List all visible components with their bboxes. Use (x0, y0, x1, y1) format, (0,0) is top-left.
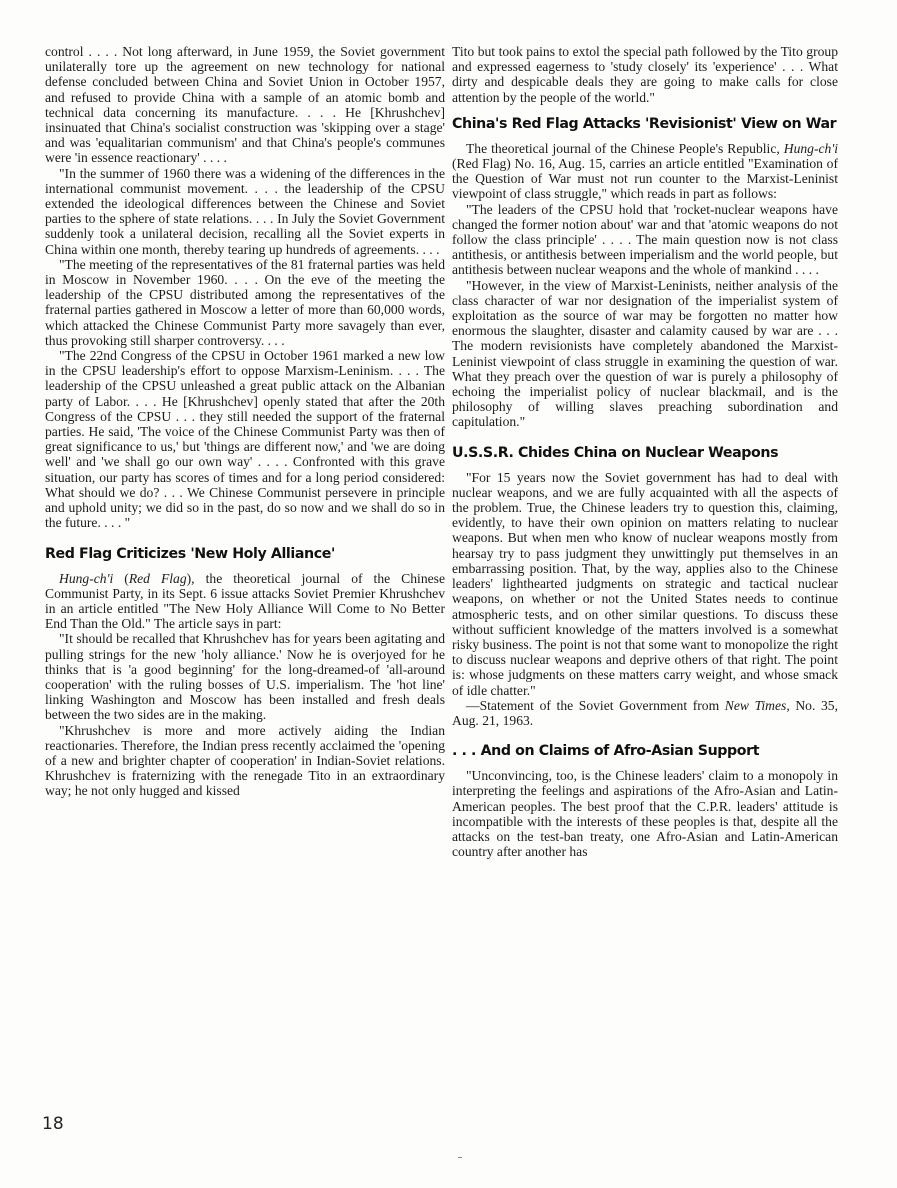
journal-title: New Times (724, 697, 787, 713)
section-heading: . . . And on Claims of Afro-Asian Support (452, 743, 760, 760)
section-heading: U.S.S.R. Chides China on Nuclear Weapons (452, 444, 779, 461)
paragraph: "The 22nd Congress of the CPSU in October 1961 marked a new low in the CPSU leadership's effort to oppose Marxism-Leninism. . . . The leadership of the CPSU unleashed a great public attack on the Albanian party of Labor. . . . He [Khrushchev] openly stated that after the 20th Congress of the CPSU . . . they still needed the support of the fraternal parties. He said, 'The voice of the Chinese Communist Party was then of great significance to us,' but 'things are different now,' and 'we are doing well' and 'we shall go our own way' . . . . Confronted with this grave situation, our party has scores of times and for a long period considered: What should we do? . . . We Chinese Communist persevere in principle and uphold unity; we did so in the past, do so now and we shall do so in the future. . . . " (45, 348, 445, 531)
page-number: 18 (42, 1114, 64, 1134)
text-run: , No. 35, Aug. 21, 1963. (452, 697, 838, 728)
paragraph: "Khrushchev is more and more actively aiding the Indian reactionaries. Therefore, the Indian press recently acclaimed the 'opening of a new and brighter chapter of cooperation' in Indian-Soviet relations. Khrushchev is fraternizing with the renegade Tito in an extraordinary way; he not only hugged and kissed (45, 722, 445, 799)
journal-title: Hung-ch'i (783, 140, 838, 156)
paragraph: "In the summer of 1960 there was a widening of the differences in the international communist movement. . . . the leadership of the CPSU extended the ideological differences between the Chinese and Soviet parties to the sphere of state relations. . . . In July the Soviet Government suddenly took a unilateral decision, recalling all the Soviet experts in China within one month, thereby tearing up hundreds of agreements. . . . (45, 165, 445, 257)
journal-title-translation: Red Flag (128, 570, 187, 586)
section-heading: Red Flag Criticizes 'New Holy Alliance' (45, 545, 335, 562)
paragraph: "It should be recalled that Khrushchev has for years been agitating and pulling strings for the new 'holy alliance.' Now he is overjoyed for he thinks that is 'a good beginning' for the long-dreamed-of 'all-around cooperation' with the ruling bosses of U.S. imperialism. The 'hot line' linking Washington and Moscow has been installed and fresh deals between the two sides are in the making. (45, 631, 445, 723)
right-column (452, 44, 838, 859)
paragraph (452, 141, 838, 202)
paragraph: Tito but took pains to extol the special path followed by the Tito group and expressed eagerness to 'study closely' its 'experience' . . . What dirty and despicable deals they are going to make calls for close attention by the people of the world." (452, 44, 838, 105)
text-run: ), the theoretical journal of the Chinese Communist Party, in its Sept. 6 issue attacks Soviet Premier Khrushchev in an article entitled "The New Holy Alliance Will Come to No Better End Than the Old." The article says in part: (45, 570, 445, 632)
paragraph (45, 571, 445, 632)
journal-title: Hung-ch'i (59, 570, 114, 586)
paragraph: "For 15 years now the Soviet government has had to deal with nuclear weapons, and we are fully acquainted with all the aspects of the problem. True, the Chinese leaders try to question this, claiming, evidently, to have their own opinion on matters relating to nuclear weapons. But when men who know of nuclear weapons mostly from hearsay try to pass judgment they unwittingly put themselves in an embarrassing position. That, by the way, applies also to the Chinese leaders' lighthearted judgments on strategic and tactical nuclear weapons, on whether or not the United States needs to continue atmospheric tests, and on other similar questions. To discuss these without sufficient knowledge of the matters involved is a somewhat risky business. The point is not that some want to monopolize the right to discuss nuclear weapons and deprive others of that right. The point is: whose judgments on these matters carry weight, and whose smack of idle chatter." (452, 469, 838, 698)
section-heading: China's Red Flag Attacks 'Revisionist' View on War (452, 115, 837, 132)
paragraph: "The leaders of the CPSU hold that 'rocket-nuclear weapons have changed the former notion about' war and that 'atomic weapons do not follow the class principle' . . . . The main question now is not class antithesis, or antithesis between imperialism and the world people, but antithesis between nuclear weapons and the whole of mankind . . . . (452, 201, 838, 278)
paragraph: "However, in the view of Marxist-Leninists, neither analysis of the class character of war nor designation of the imperialist system of exploitation as the source of war may be forgotten no matter how enormous the slaughter, disaster and calamity caused by war are . . . The modern revisionists have completely abandoned the Marxist-Leninist viewpoint of class struggle in examining the question of war. What they preach over the question of war is purely a philosophy of echoing the imperialist policy of nuclear blackmail, and is the philosophy of willing slaves preaching subordination and capitulation." (452, 277, 838, 430)
scan-mark (458, 1157, 462, 1158)
left-column (45, 44, 445, 799)
paragraph: control . . . . Not long afterward, in June 1959, the Soviet government unilaterally tore up the agreement on new technology for national defense concluded between China and Soviet Union in October 1957, and refused to provide China with a sample of an atomic bomb and technical data concerning its manufacture. . . . He [Khrushchev] insinuated that China's socialist construction was 'skipping over a stage' and was 'equalitarian communism' and that China's people's communes were 'in essence reactionary' . . . . (45, 44, 445, 166)
text-run: The theoretical journal of the Chinese People's Republic, (466, 140, 784, 156)
source-citation (452, 698, 838, 728)
text-run: —Statement of the Soviet Government from (466, 697, 725, 713)
text-run: ( (113, 570, 129, 586)
text-run: (Red Flag) No. 16, Aug. 15, carries an article entitled "Examination of the Question of War must not run counter to the Marxist-Leninist viewpoint of class struggle," which reads in part as follows: (452, 156, 838, 202)
paragraph: "The meeting of the representatives of the 81 fraternal parties was held in Moscow in November 1960. . . . On the eve of the meeting the leadership of the CPSU distributed among the representatives of the fraternal parties gathered in Moscow a letter of more than 60,000 words, which attacked the Chinese Communist Party more savagely than ever, thus provoking still sharper controversy. . . . (45, 256, 445, 348)
paragraph: "Unconvincing, too, is the Chinese leaders' claim to a monopoly in interpreting the feelings and aspirations of the Afro-Asian and Latin-American peoples. The best proof that the C.P.R. leaders' attitude is incompatible with the interests of these peoples is that, despite all the attacks on the test-ban treaty, one Afro-Asian and Latin-American country after another has (452, 768, 838, 860)
